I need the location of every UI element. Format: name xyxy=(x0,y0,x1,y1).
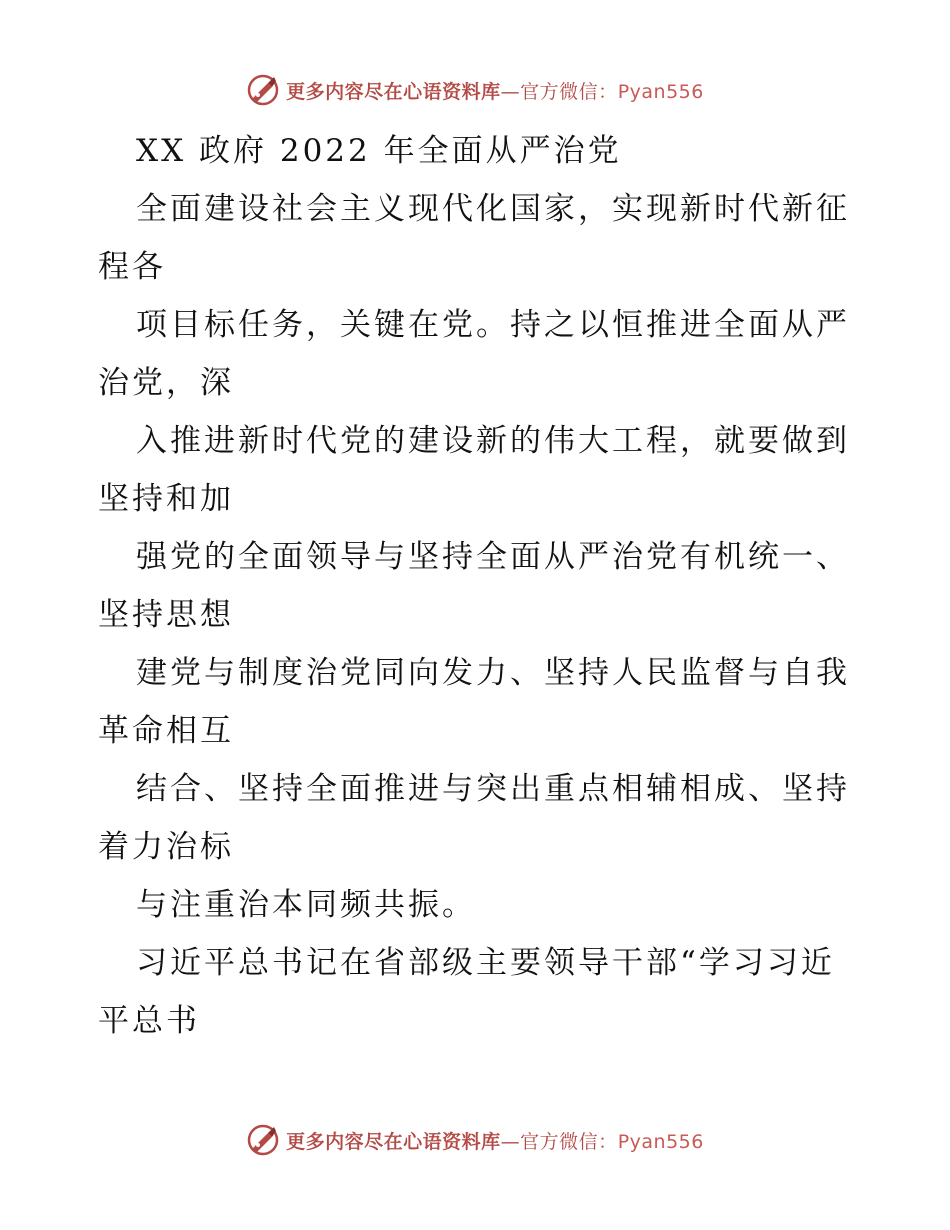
text-line: 强党的全面领导与坚持全面从严治党有机统一、 xyxy=(136,539,850,575)
text-line: 平总书 xyxy=(98,1003,200,1039)
text-line: 入推进新时代党的建设新的伟大工程，就要做到 xyxy=(136,423,850,459)
text-line: 革命相互 xyxy=(98,713,234,749)
text-line: 项目标任务，关键在党。持之以恒推进全面从严 xyxy=(136,307,850,343)
text-line: 全面建设社会主义现代化国家，实现新时代新征 xyxy=(136,191,850,227)
header-banner xyxy=(0,70,950,110)
text-line: 着力治标 xyxy=(98,829,234,865)
banner-title: 更多内容尽在心语资料库 xyxy=(286,1130,501,1153)
banner-text xyxy=(286,77,704,104)
banner-wechat-id: Pyan556 xyxy=(617,80,704,103)
footer-banner xyxy=(0,1120,950,1160)
banner-dash: — xyxy=(500,1130,521,1153)
pen-logo-icon xyxy=(246,73,280,107)
text-line: 坚持思想 xyxy=(98,597,234,633)
banner-wechat-id: Pyan556 xyxy=(617,1130,704,1153)
text-line: 坚持和加 xyxy=(98,481,234,517)
text-line: XX 政府 2022 年全面从严治党 xyxy=(136,133,622,169)
document-body xyxy=(98,122,858,1050)
text-line: 结合、坚持全面推进与突出重点相辅相成、坚持 xyxy=(136,771,850,807)
text-line: 与注重治本同频共振。 xyxy=(136,887,476,923)
pen-logo-icon xyxy=(246,1123,280,1157)
banner-title: 更多内容尽在心语资料库 xyxy=(286,80,501,103)
banner-wechat-label: 官方微信： xyxy=(520,1130,618,1153)
text-line: 习近平总书记在省部级主要领导干部“学习习近 xyxy=(136,945,835,981)
banner-text xyxy=(286,1127,704,1154)
banner-wechat-label: 官方微信： xyxy=(520,80,618,103)
text-line: 建党与制度治党同向发力、坚持人民监督与自我 xyxy=(136,655,850,691)
banner-dash: — xyxy=(500,80,521,103)
text-line: 程各 xyxy=(98,249,166,285)
text-line: 治党，深 xyxy=(98,365,234,401)
